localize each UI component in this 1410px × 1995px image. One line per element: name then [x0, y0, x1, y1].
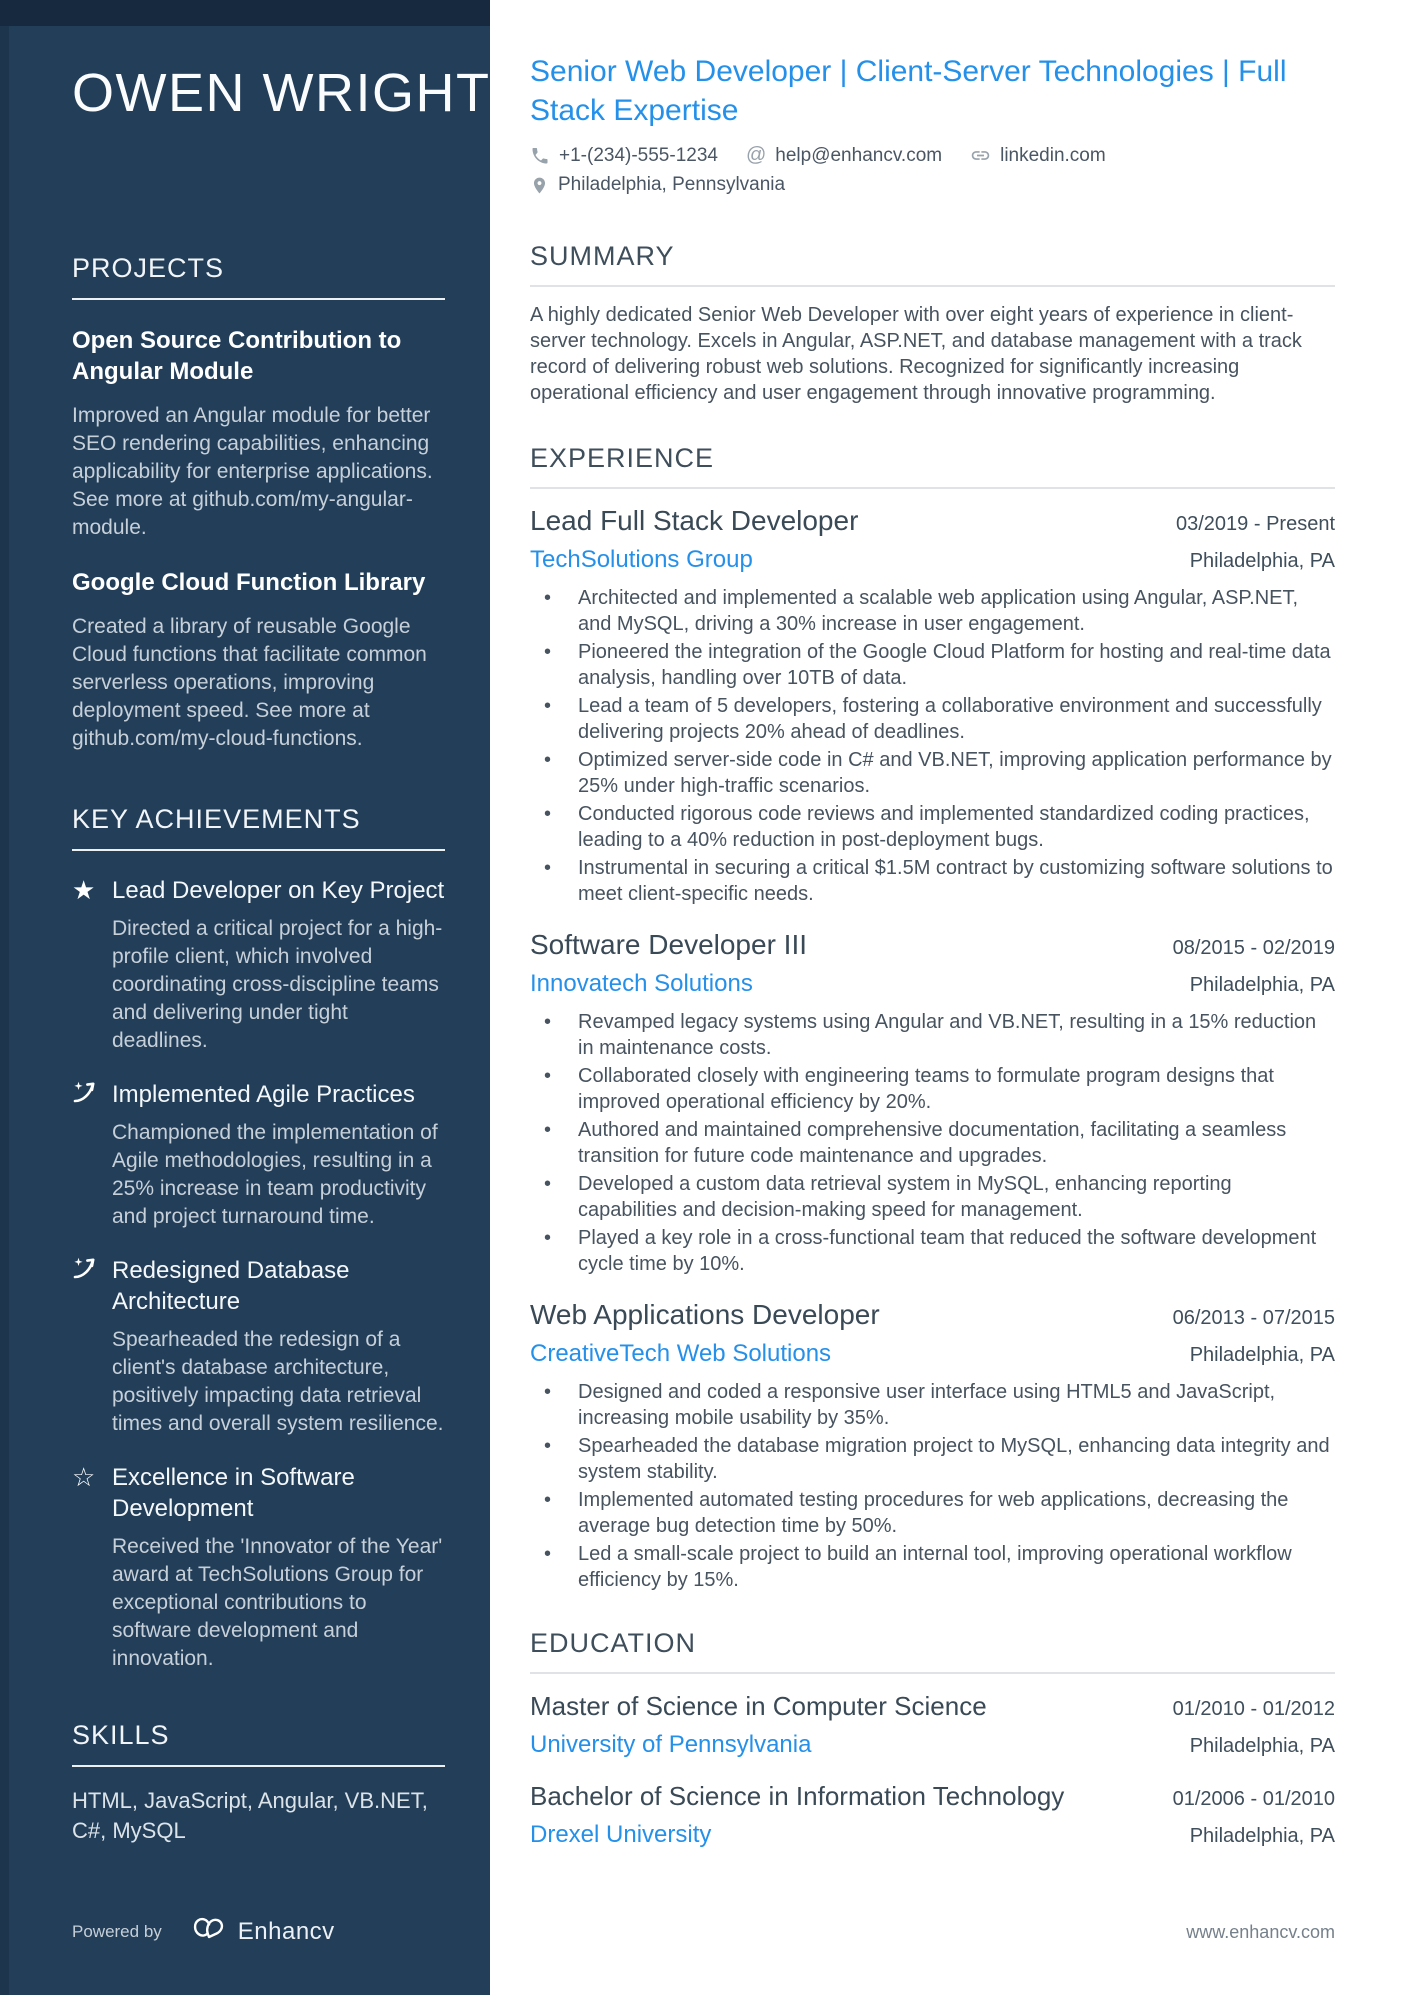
achievements-divider — [72, 849, 445, 851]
education-entry — [530, 1780, 1335, 1850]
skills-heading: SKILLS — [72, 1720, 170, 1750]
email-address: help@enhancv.com — [775, 144, 943, 166]
job-bullet-list — [530, 1379, 1335, 1593]
job-subhead — [530, 969, 1335, 999]
project-description: Created a library of reusable Google Cloud functions that facilitate common serverless operations, improving deployment speed. See more at github.com/my-cloud-functions. — [72, 615, 427, 750]
job-bullet: • Collaborated closely with engineering teams to formulate program designs that improved operational efficiency by 20%. — [530, 1063, 1335, 1115]
achievements-heading: KEY ACHIEVEMENTS — [72, 804, 361, 834]
person-name: OWEN WRIGHT — [72, 63, 491, 123]
phone-number: +1-(234)-555-1234 — [559, 144, 718, 166]
job-bullet: • Spearheaded the database migration project to MySQL, enhancing data integrity and system stability. — [530, 1433, 1335, 1485]
job-subhead — [530, 1339, 1335, 1369]
experience-section — [530, 442, 1335, 1593]
job-company[interactable]: Innovatech Solutions — [530, 970, 753, 997]
project-description: Improved an Angular module for better SEO rendering capabilities, enhancing applicability for enterprise applications. See more at github.com/my-angular-module. — [72, 404, 433, 539]
achievement-description: Received the 'Innovator of the Year' award at TechSolutions Group for exceptional contributions to software development and innovation. — [112, 1535, 443, 1670]
achievement-title: Excellence in Software Development — [112, 1464, 355, 1522]
trend-arrow-icon — [72, 1079, 99, 1231]
job-bullet: • Developed a custom data retrieval system in MySQL, enhancing reporting capabilities and decision-making speed for management. — [530, 1171, 1335, 1223]
job-bullet: • Lead a team of 5 developers, fostering a collaborative environment and successfully delivering projects 20% ahead of deadlines. — [530, 693, 1335, 745]
achievement-body — [112, 1079, 445, 1231]
contact-row — [530, 144, 1335, 167]
sidebar-content — [0, 62, 490, 1846]
job-bullet: • Conducted rigorous code reviews and implemented standardized coding practices, leading to a 40% reduction in post-deployment bugs. — [530, 801, 1335, 853]
summary-heading: SUMMARY — [530, 241, 675, 271]
job-bullet: • Architected and implemented a scalable web application using Angular, ASP.NET, and MySQL, driving a 30% increase in user engagement. — [530, 585, 1335, 637]
job-bullet: • Instrumental in securing a critical $1.5M contract by customizing software solutions to meet client-specific needs. — [530, 855, 1335, 907]
education-divider — [530, 1672, 1335, 1674]
job-bullet-list — [530, 1009, 1335, 1277]
achievement-title: Redesigned Database Architecture — [112, 1257, 350, 1315]
job-entry — [530, 1298, 1335, 1593]
achievement-item — [72, 1255, 445, 1438]
project-title: Google Cloud Function Library — [72, 569, 426, 596]
star-outline-icon: ☆ — [72, 1462, 96, 1492]
phone-icon — [530, 146, 550, 166]
education-head — [530, 1690, 1335, 1723]
location-text: Philadelphia, Pennsylvania — [558, 174, 786, 195]
job-title: Lead Full Stack Developer — [530, 505, 859, 536]
job-dates: 08/2015 - 02/2019 — [1172, 937, 1335, 959]
contact-row — [530, 174, 1335, 196]
achievement-title: Implemented Agile Practices — [112, 1081, 415, 1108]
sidebar — [0, 0, 490, 1995]
achievement-body — [112, 875, 445, 1055]
star-filled-icon: ★ — [72, 875, 96, 905]
achievement-description: Championed the implementation of Agile methodologies, resulting in a 25% increase in team productivity and project turnaround time. — [112, 1121, 438, 1228]
job-bullet: • Revamped legacy systems using Angular and VB.NET, resulting in a 15% reduction in maintenance costs. — [530, 1009, 1335, 1061]
job-company[interactable]: CreativeTech Web Solutions — [530, 1340, 832, 1367]
job-dates: 03/2019 - Present — [1176, 513, 1335, 535]
job-location: Philadelphia, PA — [1189, 550, 1335, 572]
job-subhead — [530, 545, 1335, 575]
job-bullet: • Designed and coded a responsive user interface using HTML5 and JavaScript, increasing mobile usability by 35%. — [530, 1379, 1335, 1431]
job-bullet: • Led a small-scale project to build an internal tool, improving operational workflow efficiency by 15%. — [530, 1541, 1335, 1593]
enhancv-brand-name[interactable]: Enhancv — [237, 1917, 335, 1945]
education-dates: 01/2006 - 01/2010 — [1172, 1788, 1335, 1810]
achievement-title: Lead Developer on Key Project — [112, 877, 445, 904]
sidebar-footer — [72, 1914, 445, 1949]
job-head — [530, 504, 1335, 538]
location-pin-icon — [530, 176, 549, 195]
main-column — [490, 0, 1410, 1850]
education-entry — [530, 1690, 1335, 1760]
education-heading: EDUCATION — [530, 1628, 697, 1658]
education-location: Philadelphia, PA — [1189, 1825, 1335, 1847]
enhancv-site-url[interactable]: www.enhancv.com — [1186, 1922, 1335, 1942]
at-icon: @ — [745, 144, 767, 166]
job-title: Software Developer III — [530, 929, 808, 960]
education-school[interactable]: University of Pennsylvania — [530, 1731, 812, 1758]
job-bullet: • Authored and maintained comprehensive documentation, facilitating a seamless transition for future code maintenance and upgrades. — [530, 1117, 1335, 1169]
skills-list: HTML, JavaScript, Angular, VB.NET, C#, MySQL — [72, 1788, 428, 1843]
powered-by-label: Powered by — [72, 1921, 162, 1941]
achievement-description: Directed a critical project for a high-profile client, which involved coordinating cross-discipline teams and delivering under tight deadlines. — [112, 917, 443, 1052]
summary-text: A highly dedicated Senior Web Developer with over eight years of experience in client-server technology. Excels in Angular, ASP.NET, and database management with a track record of delivering robust web solutions. Recognized for significantly increasing operational efficiency and user engagement through innovative programming. — [530, 304, 1302, 404]
job-dates: 06/2013 - 07/2015 — [1172, 1307, 1335, 1329]
achievement-item — [72, 1462, 445, 1673]
education-dates: 01/2010 - 01/2012 — [1172, 1698, 1335, 1720]
projects-divider — [72, 298, 445, 300]
job-company[interactable]: TechSolutions Group — [530, 546, 753, 573]
job-bullet: • Played a key role in a cross-functional team that reduced the software development cycle time by 10%. — [530, 1225, 1335, 1277]
achievement-body — [112, 1462, 445, 1673]
experience-divider — [530, 487, 1335, 489]
education-head — [530, 1780, 1335, 1813]
education-section — [530, 1627, 1335, 1850]
job-location: Philadelphia, PA — [1189, 974, 1335, 996]
resume-headline: Senior Web Developer | Client-Server Technologies | Full Stack Expertise — [530, 55, 1287, 127]
job-location: Philadelphia, PA — [1189, 1344, 1335, 1366]
education-school[interactable]: Drexel University — [530, 1821, 712, 1848]
trend-arrow-icon — [72, 1255, 99, 1438]
education-degree: Master of Science in Computer Science — [530, 1691, 987, 1721]
enhancv-logo-icon[interactable] — [190, 1914, 228, 1949]
project-item — [72, 567, 445, 753]
job-entry — [530, 504, 1335, 907]
achievement-item — [72, 1079, 445, 1231]
summary-section — [530, 240, 1335, 406]
education-degree: Bachelor of Science in Information Technology — [530, 1781, 1065, 1811]
project-title: Open Source Contribution to Angular Module — [72, 327, 402, 385]
skills-divider — [72, 1765, 445, 1767]
sidebar-top-band — [0, 0, 490, 26]
job-head — [530, 928, 1335, 962]
contact-location — [530, 174, 785, 196]
education-location: Philadelphia, PA — [1189, 1735, 1335, 1757]
job-title: Web Applications Developer — [530, 1299, 880, 1330]
achievement-item — [72, 875, 445, 1055]
education-subhead — [530, 1820, 1335, 1850]
contact-website[interactable] — [970, 145, 1106, 167]
job-bullet: • Implemented automated testing procedures for web applications, decreasing the average bug detection time by 50%. — [530, 1487, 1335, 1539]
summary-divider — [530, 285, 1335, 287]
contact-phone[interactable] — [530, 145, 718, 167]
project-item — [72, 325, 445, 542]
job-bullet: • Optimized server-side code in C# and VB.NET, improving application performance by 25% under high-traffic scenarios. — [530, 747, 1335, 799]
job-head — [530, 1298, 1335, 1332]
link-icon — [970, 145, 991, 166]
achievement-body — [112, 1255, 445, 1438]
job-bullet: • Pioneered the integration of the Google Cloud Platform for hosting and real-time data analysis, handling over 10TB of data. — [530, 639, 1335, 691]
website-url: linkedin.com — [1000, 144, 1106, 166]
projects-heading: PROJECTS — [72, 253, 225, 283]
experience-heading: EXPERIENCE — [530, 443, 715, 473]
education-subhead — [530, 1730, 1335, 1760]
contact-email[interactable] — [746, 144, 942, 167]
job-bullet-list — [530, 585, 1335, 907]
job-entry — [530, 928, 1335, 1277]
achievement-description: Spearheaded the redesign of a client's database architecture, positively impacting data retrieval times and overall system resilience. — [112, 1328, 444, 1435]
